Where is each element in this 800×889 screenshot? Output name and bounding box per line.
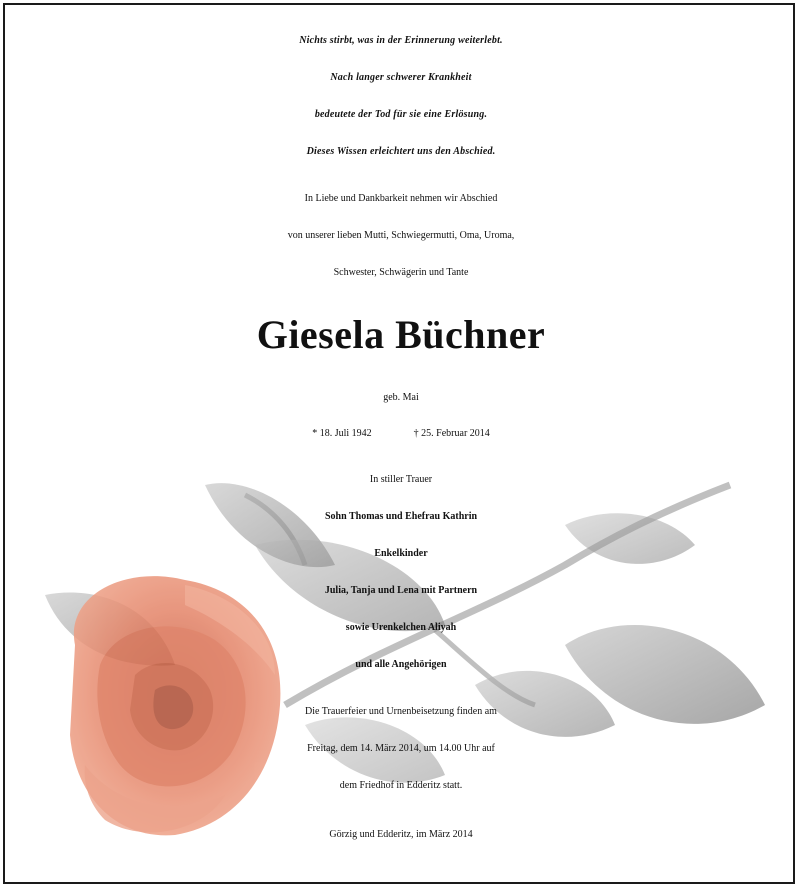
notice-text xyxy=(5,5,795,884)
intro-line-2: von unserer lieben Mutti, Schwiegermutti, Oma, Uroma, xyxy=(287,230,515,241)
mourner-line-3: Julia, Tanja und Lena mit Partnern xyxy=(324,585,478,596)
birth-date: * 18. Juli 1942 xyxy=(312,428,372,439)
birth-name: geb. Mai xyxy=(383,392,419,403)
motto-line-2: Nach langer schwerer Krankheit xyxy=(330,72,472,83)
death-date: † 25. Februar 2014 xyxy=(413,428,490,439)
funeral-line-2: Freitag, dem 14. März 2014, um 14.00 Uhr auf xyxy=(307,743,495,754)
mourner-line-5: und alle Angehörigen xyxy=(355,659,447,670)
mourner-line-2: Enkelkinder xyxy=(374,548,428,559)
motto-line-3: bedeutete der Tod für sie eine Erlösung. xyxy=(314,109,488,120)
place-date: Görzig und Edderitz, im März 2014 xyxy=(329,829,473,840)
funeral-line-3: dem Friedhof in Edderitz statt. xyxy=(339,780,463,791)
funeral-line-1: Die Trauerfeier und Urnenbeisetzung finden am xyxy=(305,706,497,717)
mourner-line-1: Sohn Thomas und Ehefrau Kathrin xyxy=(324,511,478,522)
life-dates xyxy=(5,429,795,439)
obituary-notice xyxy=(3,3,795,884)
mourner-line-4: sowie Urenkelchen Aliyah xyxy=(345,622,457,633)
motto-line-4: Dieses Wissen erleichtert uns den Abschied. xyxy=(306,146,496,157)
mourners-heading: In stiller Trauer xyxy=(369,474,433,485)
intro-line-1: In Liebe und Dankbarkeit nehmen wir Abschied xyxy=(304,193,498,204)
motto-line-1: Nichts stirbt, was in der Erinnerung weiterlebt. xyxy=(299,35,503,46)
intro-line-3: Schwester, Schwägerin und Tante xyxy=(333,267,469,278)
deceased-name: Giesela Büchner xyxy=(256,312,546,357)
